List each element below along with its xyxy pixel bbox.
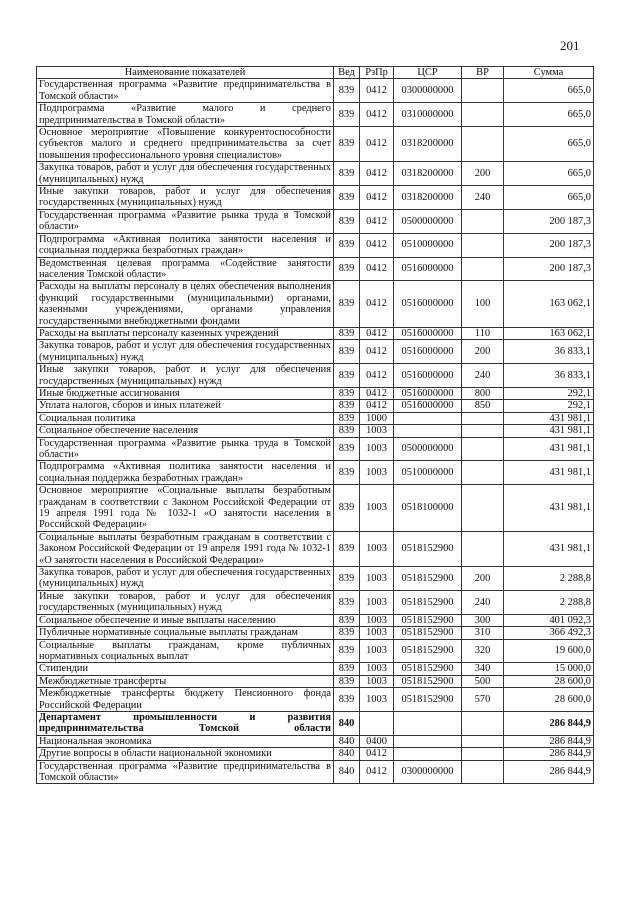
cell-ved: 840 xyxy=(334,711,360,735)
cell-name: Иные бюджетные ассигнования xyxy=(37,387,334,399)
table-row xyxy=(37,437,594,461)
cell-name: Подпрограмма «Активная политика занятости населения и социальная поддержка безработных граждан» xyxy=(37,461,334,485)
cell-vr xyxy=(462,103,504,127)
cell-name: Социальное обеспечение и иные выплаты населению xyxy=(37,614,334,626)
cell-vr: 200 xyxy=(462,162,504,186)
cell-vr xyxy=(462,425,504,437)
cell-vr xyxy=(462,461,504,485)
cell-rzpr: 0412 xyxy=(360,186,394,210)
cell-name: Иные закупки товаров, работ и услуг для обеспечения государственных (муниципальных) нужд xyxy=(37,186,334,210)
cell-name: Расходы на выплаты персоналу в целях обеспечения выполнения функций государственными (муниципальными) органами, казенными учреждениями, органами управления государственными внебюджетными фондами xyxy=(37,281,334,328)
cell-rzpr: 1003 xyxy=(360,614,394,626)
cell-csr xyxy=(394,412,462,424)
cell-csr: 0516000000 xyxy=(394,387,462,399)
table-row xyxy=(37,590,594,614)
table-row xyxy=(37,461,594,485)
cell-sum: 286 844,9 xyxy=(504,760,594,784)
cell-sum: 292,1 xyxy=(504,387,594,399)
cell-name: Подпрограмма «Активная политика занятости населения и социальная поддержка безработных граждан» xyxy=(37,233,334,257)
cell-name: Социальные выплаты гражданам, кроме публичных нормативных социальных выплат xyxy=(37,639,334,663)
cell-rzpr: 1003 xyxy=(360,627,394,639)
cell-ved: 840 xyxy=(334,735,360,747)
cell-sum: 28 600,0 xyxy=(504,675,594,687)
cell-vr xyxy=(462,127,504,162)
column-header-csr: ЦСР xyxy=(394,67,462,79)
cell-ved: 839 xyxy=(334,209,360,233)
cell-name: Департамент промышленности и развития предпринимательства Томской области xyxy=(37,711,334,735)
cell-csr: 0518152900 xyxy=(394,614,462,626)
cell-csr: 0318200000 xyxy=(394,162,462,186)
cell-name: Стипендии xyxy=(37,663,334,675)
cell-sum: 286 844,9 xyxy=(504,711,594,735)
cell-rzpr: 1003 xyxy=(360,531,394,566)
cell-sum: 36 833,1 xyxy=(504,364,594,388)
cell-rzpr: 0412 xyxy=(360,103,394,127)
cell-sum: 665,0 xyxy=(504,79,594,103)
cell-ved: 839 xyxy=(334,590,360,614)
cell-ved: 839 xyxy=(334,627,360,639)
cell-sum: 665,0 xyxy=(504,162,594,186)
cell-rzpr: 0412 xyxy=(360,400,394,412)
cell-name: Закупка товаров, работ и услуг для обеспечения государственных (муниципальных) нужд xyxy=(37,340,334,364)
cell-rzpr xyxy=(360,711,394,735)
cell-sum: 163 062,1 xyxy=(504,327,594,339)
table-row xyxy=(37,748,594,760)
cell-csr: 0518152900 xyxy=(394,663,462,675)
cell-sum: 286 844,9 xyxy=(504,735,594,747)
cell-sum: 665,0 xyxy=(504,103,594,127)
table-row xyxy=(37,760,594,784)
table-row xyxy=(37,663,594,675)
cell-sum: 401 092,3 xyxy=(504,614,594,626)
cell-ved: 839 xyxy=(334,103,360,127)
cell-ved: 840 xyxy=(334,760,360,784)
cell-rzpr: 1003 xyxy=(360,461,394,485)
cell-rzpr: 0412 xyxy=(360,387,394,399)
cell-sum: 431 981,1 xyxy=(504,485,594,532)
cell-vr xyxy=(462,257,504,281)
cell-rzpr: 0400 xyxy=(360,735,394,747)
cell-csr: 0300000000 xyxy=(394,79,462,103)
cell-sum: 431 981,1 xyxy=(504,425,594,437)
cell-vr xyxy=(462,711,504,735)
cell-ved: 839 xyxy=(334,437,360,461)
cell-sum: 163 062,1 xyxy=(504,281,594,328)
cell-rzpr: 0412 xyxy=(360,162,394,186)
table-row xyxy=(37,257,594,281)
cell-name: Закупка товаров, работ и услуг для обеспечения государственных (муниципальных) нужд xyxy=(37,567,334,591)
cell-csr: 0518152900 xyxy=(394,531,462,566)
cell-name: Другие вопросы в области национальной экономики xyxy=(37,748,334,760)
page-number: 201 xyxy=(560,38,580,53)
cell-sum: 15 000,0 xyxy=(504,663,594,675)
table-body xyxy=(37,79,594,784)
cell-csr: 0518152900 xyxy=(394,675,462,687)
table-row xyxy=(37,162,594,186)
cell-ved: 839 xyxy=(334,340,360,364)
cell-vr xyxy=(462,233,504,257)
cell-sum: 200 187,3 xyxy=(504,233,594,257)
table-row xyxy=(37,209,594,233)
table-row xyxy=(37,281,594,328)
cell-rzpr: 0412 xyxy=(360,281,394,328)
cell-ved: 839 xyxy=(334,688,360,712)
cell-sum: 665,0 xyxy=(504,186,594,210)
table-row xyxy=(37,364,594,388)
cell-csr: 0518152900 xyxy=(394,627,462,639)
cell-ved: 839 xyxy=(334,425,360,437)
table-row xyxy=(37,340,594,364)
cell-name: Социальные выплаты безработным гражданам в соответствии с Законом Российской Федерации от 19 апреля 1991 года № 1032-1 «О занятости населения в Российской Федерации» xyxy=(37,531,334,566)
cell-rzpr: 1003 xyxy=(360,688,394,712)
cell-ved: 839 xyxy=(334,257,360,281)
cell-ved: 839 xyxy=(334,675,360,687)
cell-sum: 286 844,9 xyxy=(504,748,594,760)
cell-name: Национальная экономика xyxy=(37,735,334,747)
cell-csr: 0300000000 xyxy=(394,760,462,784)
column-header-sum: Сумма xyxy=(504,67,594,79)
cell-sum: 2 288,8 xyxy=(504,567,594,591)
cell-rzpr: 1003 xyxy=(360,663,394,675)
cell-ved: 839 xyxy=(334,186,360,210)
cell-vr: 310 xyxy=(462,627,504,639)
table-row xyxy=(37,186,594,210)
cell-rzpr: 1003 xyxy=(360,639,394,663)
cell-name: Социальная политика xyxy=(37,412,334,424)
cell-name: Государственная программа «Развитие рынка труда в Томской области» xyxy=(37,209,334,233)
cell-rzpr: 0412 xyxy=(360,257,394,281)
cell-ved: 839 xyxy=(334,281,360,328)
cell-name: Государственная программа «Развитие предпринимательства в Томской области» xyxy=(37,760,334,784)
cell-rzpr: 1000 xyxy=(360,412,394,424)
cell-rzpr: 0412 xyxy=(360,127,394,162)
table-row xyxy=(37,425,594,437)
cell-ved: 840 xyxy=(334,748,360,760)
cell-name: Социальное обеспечение населения xyxy=(37,425,334,437)
table-row xyxy=(37,735,594,747)
cell-rzpr: 0412 xyxy=(360,748,394,760)
cell-csr: 0510000000 xyxy=(394,233,462,257)
table-row xyxy=(37,711,594,735)
cell-name: Уплата налогов, сборов и иных платежей xyxy=(37,400,334,412)
cell-sum: 28 600,0 xyxy=(504,688,594,712)
cell-vr: 320 xyxy=(462,639,504,663)
cell-name: Публичные нормативные социальные выплаты гражданам xyxy=(37,627,334,639)
table-row xyxy=(37,387,594,399)
cell-sum: 200 187,3 xyxy=(504,209,594,233)
cell-name: Закупка товаров, работ и услуг для обеспечения государственных (муниципальных) нужд xyxy=(37,162,334,186)
cell-csr xyxy=(394,735,462,747)
cell-rzpr: 1003 xyxy=(360,485,394,532)
cell-vr xyxy=(462,485,504,532)
cell-name: Межбюджетные трансферты xyxy=(37,675,334,687)
cell-rzpr: 1003 xyxy=(360,675,394,687)
cell-rzpr: 1003 xyxy=(360,567,394,591)
table-row xyxy=(37,567,594,591)
cell-vr: 100 xyxy=(462,281,504,328)
cell-csr: 0516000000 xyxy=(394,400,462,412)
cell-ved: 839 xyxy=(334,639,360,663)
cell-csr: 0318200000 xyxy=(394,186,462,210)
cell-sum: 2 288,8 xyxy=(504,590,594,614)
cell-sum: 431 981,1 xyxy=(504,412,594,424)
table-row xyxy=(37,627,594,639)
cell-csr: 0500000000 xyxy=(394,209,462,233)
cell-vr: 200 xyxy=(462,567,504,591)
budget-table xyxy=(36,66,594,784)
cell-vr: 800 xyxy=(462,387,504,399)
table-row xyxy=(37,614,594,626)
cell-name: Подпрограмма «Развитие малого и среднего предпринимательства в Томской области» xyxy=(37,103,334,127)
cell-vr xyxy=(462,748,504,760)
cell-sum: 431 981,1 xyxy=(504,437,594,461)
cell-ved: 839 xyxy=(334,233,360,257)
table-row xyxy=(37,675,594,687)
cell-csr: 0518100000 xyxy=(394,485,462,532)
table-row xyxy=(37,79,594,103)
cell-vr: 240 xyxy=(462,364,504,388)
cell-rzpr: 0412 xyxy=(360,79,394,103)
cell-vr xyxy=(462,437,504,461)
cell-csr: 0516000000 xyxy=(394,327,462,339)
cell-rzpr: 0412 xyxy=(360,760,394,784)
cell-ved: 839 xyxy=(334,400,360,412)
cell-rzpr: 0412 xyxy=(360,233,394,257)
cell-vr xyxy=(462,760,504,784)
cell-rzpr: 0412 xyxy=(360,209,394,233)
cell-sum: 665,0 xyxy=(504,127,594,162)
column-header-name: Наименование показателей xyxy=(37,67,334,79)
table-header-row xyxy=(37,67,594,79)
table-row xyxy=(37,233,594,257)
cell-rzpr: 0412 xyxy=(360,364,394,388)
cell-name: Расходы на выплаты персоналу казенных учреждений xyxy=(37,327,334,339)
cell-name: Государственная программа «Развитие предпринимательства в Томской области» xyxy=(37,79,334,103)
column-header-ved: Вед xyxy=(334,67,360,79)
cell-name: Государственная программа «Развитие рынка труда в Томской области» xyxy=(37,437,334,461)
cell-vr: 340 xyxy=(462,663,504,675)
table-row xyxy=(37,485,594,532)
column-header-vr: ВР xyxy=(462,67,504,79)
table-row xyxy=(37,103,594,127)
cell-ved: 839 xyxy=(334,387,360,399)
cell-vr xyxy=(462,412,504,424)
cell-name: Иные закупки товаров, работ и услуг для обеспечения государственных (муниципальных) нужд xyxy=(37,590,334,614)
cell-csr: 0310000000 xyxy=(394,103,462,127)
cell-sum: 19 600,0 xyxy=(504,639,594,663)
table-row xyxy=(37,412,594,424)
cell-sum: 431 981,1 xyxy=(504,531,594,566)
cell-vr xyxy=(462,209,504,233)
cell-csr: 0516000000 xyxy=(394,281,462,328)
cell-csr: 0518152900 xyxy=(394,567,462,591)
cell-vr xyxy=(462,531,504,566)
table-row xyxy=(37,127,594,162)
cell-csr: 0518152900 xyxy=(394,590,462,614)
cell-vr: 300 xyxy=(462,614,504,626)
cell-name: Ведомственная целевая программа «Содействие занятости населения Томской области» xyxy=(37,257,334,281)
cell-ved: 839 xyxy=(334,461,360,485)
cell-vr: 110 xyxy=(462,327,504,339)
cell-ved: 839 xyxy=(334,127,360,162)
cell-csr: 0516000000 xyxy=(394,340,462,364)
cell-ved: 839 xyxy=(334,412,360,424)
table-row xyxy=(37,327,594,339)
cell-ved: 839 xyxy=(334,567,360,591)
table-row xyxy=(37,400,594,412)
cell-csr xyxy=(394,425,462,437)
cell-csr xyxy=(394,711,462,735)
cell-vr: 240 xyxy=(462,186,504,210)
cell-name: Основное мероприятие «Повышение конкурентоспособности субъектов малого и среднего предпринимательства за счет повышения профессионального уровня специалистов» xyxy=(37,127,334,162)
cell-sum: 292,1 xyxy=(504,400,594,412)
cell-ved: 839 xyxy=(334,531,360,566)
cell-rzpr: 0412 xyxy=(360,340,394,364)
cell-csr: 0518152900 xyxy=(394,639,462,663)
cell-ved: 839 xyxy=(334,162,360,186)
cell-ved: 839 xyxy=(334,79,360,103)
cell-sum: 200 187,3 xyxy=(504,257,594,281)
cell-ved: 839 xyxy=(334,663,360,675)
cell-csr: 0516000000 xyxy=(394,257,462,281)
cell-csr: 0518152900 xyxy=(394,688,462,712)
cell-csr xyxy=(394,748,462,760)
cell-ved: 839 xyxy=(334,327,360,339)
cell-ved: 839 xyxy=(334,614,360,626)
cell-ved: 839 xyxy=(334,485,360,532)
cell-sum: 36 833,1 xyxy=(504,340,594,364)
cell-vr: 500 xyxy=(462,675,504,687)
column-header-rzpr: РзПр xyxy=(360,67,394,79)
cell-rzpr: 1003 xyxy=(360,425,394,437)
cell-sum: 431 981,1 xyxy=(504,461,594,485)
cell-vr: 200 xyxy=(462,340,504,364)
cell-sum: 366 492,3 xyxy=(504,627,594,639)
cell-rzpr: 1003 xyxy=(360,437,394,461)
table-row xyxy=(37,688,594,712)
table-row xyxy=(37,531,594,566)
cell-csr: 0516000000 xyxy=(394,364,462,388)
cell-vr xyxy=(462,79,504,103)
cell-rzpr: 1003 xyxy=(360,590,394,614)
cell-name: Основное мероприятие «Социальные выплаты безработным гражданам в соответствии с Законом Российской Федерации от 19 апреля 1991 года № 1032-1 «О занятости населения в Российской Федерации» xyxy=(37,485,334,532)
cell-name: Иные закупки товаров, работ и услуг для обеспечения государственных (муниципальных) нужд xyxy=(37,364,334,388)
cell-vr: 570 xyxy=(462,688,504,712)
cell-vr: 240 xyxy=(462,590,504,614)
cell-vr: 850 xyxy=(462,400,504,412)
table-row xyxy=(37,639,594,663)
cell-rzpr: 0412 xyxy=(360,327,394,339)
cell-csr: 0318200000 xyxy=(394,127,462,162)
cell-csr: 0500000000 xyxy=(394,437,462,461)
cell-csr: 0510000000 xyxy=(394,461,462,485)
cell-vr xyxy=(462,735,504,747)
cell-name: Межбюджетные трансферты бюджету Пенсионного фонда Российской Федерации xyxy=(37,688,334,712)
cell-ved: 839 xyxy=(334,364,360,388)
